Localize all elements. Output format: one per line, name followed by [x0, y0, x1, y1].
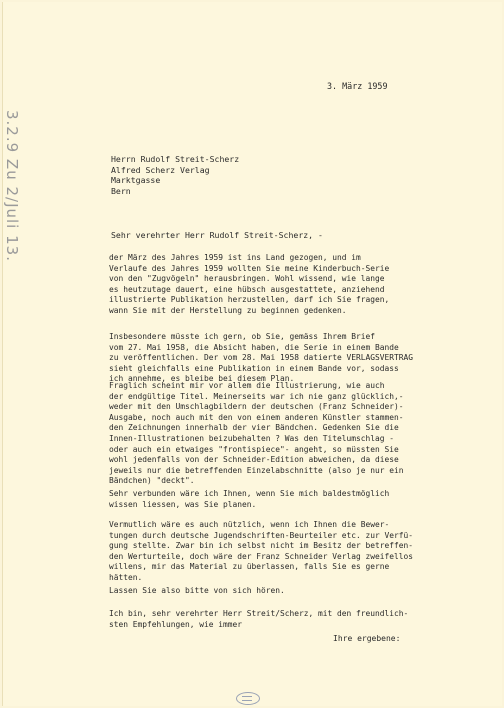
recipient-line: Marktgasse — [111, 175, 161, 186]
salutation: Sehr verehrter Herr Rudolf Streit-Scherz, - — [111, 230, 323, 240]
text-line: Lassen Sie also bitte von sich hören. — [109, 586, 285, 595]
paragraph-3 — [109, 381, 467, 487]
recipient-address — [111, 154, 239, 196]
text-line: Ausgabe, noch auch mit den von einem anderen Künstler stammen- — [109, 412, 404, 422]
paragraph-1 — [109, 253, 467, 317]
letter-date: 3. März 1959 — [327, 81, 388, 91]
text-line: jeweils nur die betreffenden Einzelabschnitte (also je nur ein — [109, 465, 404, 475]
text-line: wohl jedenfalls von der Schneider-Edition abweichen, da diese — [109, 455, 399, 465]
letter-page — [2, 2, 502, 706]
text-line: Bändchen) "deckt". — [109, 476, 195, 486]
text-line: illustrierte Publikation herzustellen, darf ich Sie fragen, — [109, 295, 390, 305]
text-line: zu veröffentlichen. Der vom 28. Mai 1958 datierte VERLAGSVERTRAG — [109, 353, 414, 363]
text-line: Verlaufe des Jahres 1959 wollten Sie meine Kinderbuch-Serie — [109, 263, 390, 273]
text-line: ich annehme, es bleibe bei diesem Plan. — [109, 374, 295, 384]
text-line: den Werturteile, doch wäre der Franz Schneider Verlag zweifellos — [109, 551, 414, 561]
text-line: der endgültige Titel. Meinerseits war ich nie ganz glücklich,- — [109, 391, 404, 401]
text-line: sieht gleichfalls eine Publikation in einem Bande vor, sodass — [109, 363, 399, 373]
paragraph-5 — [109, 520, 467, 584]
text-line: vom 27. Mai 1958, die Absicht haben, die Serie in einem Bande — [109, 342, 399, 352]
text-line: weder mit den Umschlagbildern der deutschen (Franz Schneider)- — [109, 402, 404, 412]
text-line: oder auch ein etwaiges "frontispiece"- angeht, so müssten Sie — [109, 444, 399, 454]
text-line: Ich bin, sehr verehrter Herr Streit/Scherz, mit den freundlich- — [109, 609, 409, 618]
paragraph-4 — [109, 489, 467, 510]
text-line: Insbesondere müsste ich gern, ob Sie, gemäss Ihrem Brief — [109, 332, 376, 341]
text-line: wissen liessen, was Sie planen. — [109, 499, 257, 509]
text-line: von den "Zugvögeln" herausbringen. Wohl wissend, wie lange — [109, 274, 385, 284]
paragraph-2 — [109, 332, 467, 385]
text-line: gung stellte. Zwar bin ich selbst nicht im Besitz der betreffen- — [109, 541, 414, 551]
text-line: es heutzutage dauert, eine hübsch ausgestattete, anziehend — [109, 284, 385, 294]
text-line: wann Sie mit der Herstellung zu beginnen gedenken. — [109, 305, 347, 315]
text-line: Fraglich scheint mir vor allem die Illustrierung, wie auch — [109, 381, 385, 390]
text-line: den Zeichnungen innerhalb der vier Bändchen. Gedenken Sie die — [109, 423, 399, 433]
text-line: Vermutlich wäre es auch nützlich, wenn ich Ihnen die Bewer- — [109, 520, 390, 529]
text-line: willens, mir das Material zu überlassen, falls Sie es gerne — [109, 562, 390, 572]
handwritten-margin-note: 3.2.9 Zu 2/Juli 13. — [3, 110, 21, 262]
paragraph-6 — [109, 586, 467, 597]
recipient-line: Alfred Scherz Verlag — [111, 164, 210, 175]
text-line: Innen-Illustrationen beizubehalten ? Was den Titelumschlag - — [109, 433, 395, 443]
paragraph-7 — [109, 609, 467, 630]
recipient-line: Bern — [111, 185, 131, 196]
archive-stamp-icon — [236, 692, 260, 705]
text-line: der März des Jahres 1959 ist ins Land gezogen, und im — [109, 253, 361, 262]
closing: Ihre ergebene: — [333, 634, 401, 643]
text-line: sten Empfehlungen, wie immer — [109, 619, 243, 629]
text-line: Sehr verbunden wäre ich Ihnen, wenn Sie mich baldestmöglich — [109, 489, 390, 498]
recipient-line: Herrn Rudolf Streit-Scherz — [111, 154, 240, 164]
text-line: hätten. — [109, 572, 143, 582]
text-line: tungen durch deutsche Jugendschriften-Beurteiler etc. zur Verfü- — [109, 530, 414, 540]
